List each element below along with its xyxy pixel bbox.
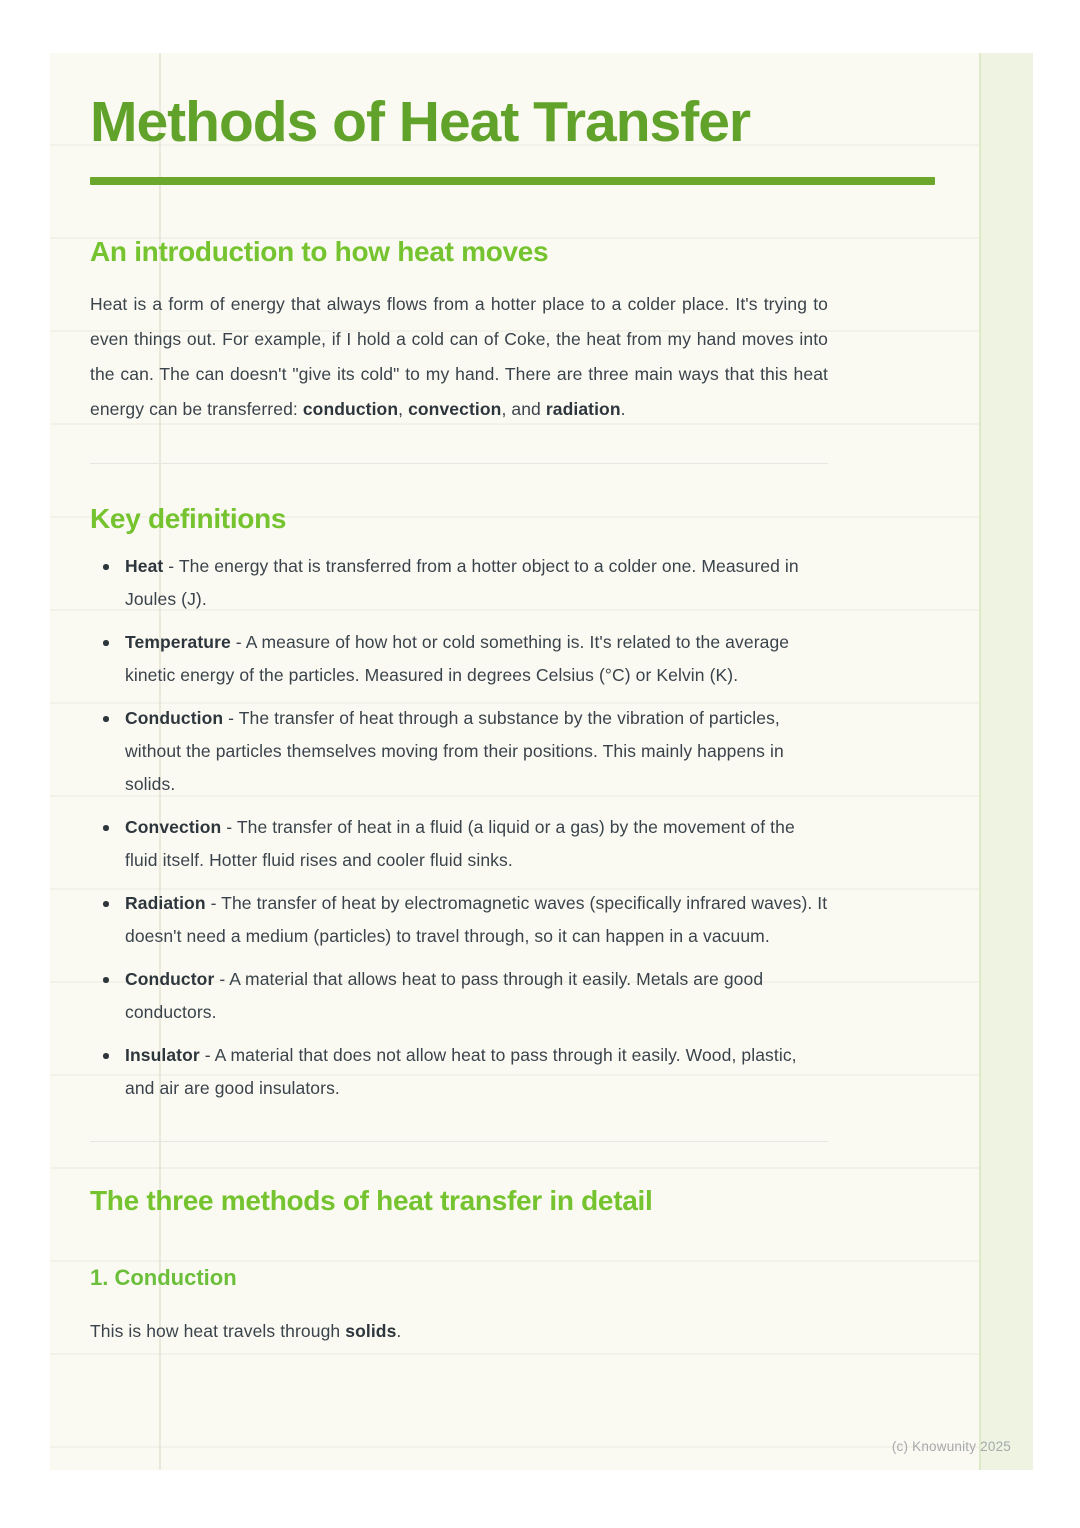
page-right-accent-strip [979,53,1033,1470]
page-content [90,53,935,1348]
definition-item: Radiation - The transfer of heat by electromagnetic waves (specifically infrared waves). It doesn't need a medium (particles) to travel through, so it can happen in a vacuum. [90,887,828,953]
title-underline-rule [90,177,935,185]
detail-section-heading: The three methods of heat transfer in detail [90,1185,653,1216]
section-divider [90,463,828,464]
intro-paragraph: Heat is a form of energy that always flows from a hotter place to a colder place. It's trying to even things out. For example, if I hold a cold can of Coke, the heat from my hand moves into the can. The can doesn't "give its cold" to my hand. There are three main ways that this heat energy can be transferred: conduction, convection, and radiation. [90,294,828,419]
page-title: Methods of Heat Transfer [90,90,751,154]
copyright-watermark: (c) Knowunity 2025 [891,1439,1011,1454]
section-divider [90,1141,828,1142]
intro-section-heading: An introduction to how heat moves [90,236,549,267]
definitions-section-heading: Key definitions [90,503,287,534]
document-page [50,53,1033,1470]
definition-item: Convection - The transfer of heat in a fluid (a liquid or a gas) by the movement of the fluid itself. Hotter fluid rises and cooler fluid sinks. [90,811,828,877]
conduction-subheading: 1. Conduction [90,1265,237,1290]
definition-item: Conductor - A material that allows heat to pass through it easily. Metals are good conductors. [90,963,828,1029]
definition-item: Temperature - A measure of how hot or cold something is. It's related to the average kinetic energy of the particles. Measured in degrees Celsius (°C) or Kelvin (K). [90,626,828,692]
definition-item: Heat - The energy that is transferred from a hotter object to a colder one. Measured in Joules (J). [90,550,828,616]
definition-list [90,550,828,1105]
definition-item: Conduction - The transfer of heat through a substance by the vibration of particles, without the particles themselves moving from their positions. This mainly happens in solids. [90,702,828,801]
definition-item: Insulator - A material that does not allow heat to pass through it easily. Wood, plastic, and air are good insulators. [90,1039,828,1105]
conduction-paragraph: This is how heat travels through solids. [90,1321,402,1341]
